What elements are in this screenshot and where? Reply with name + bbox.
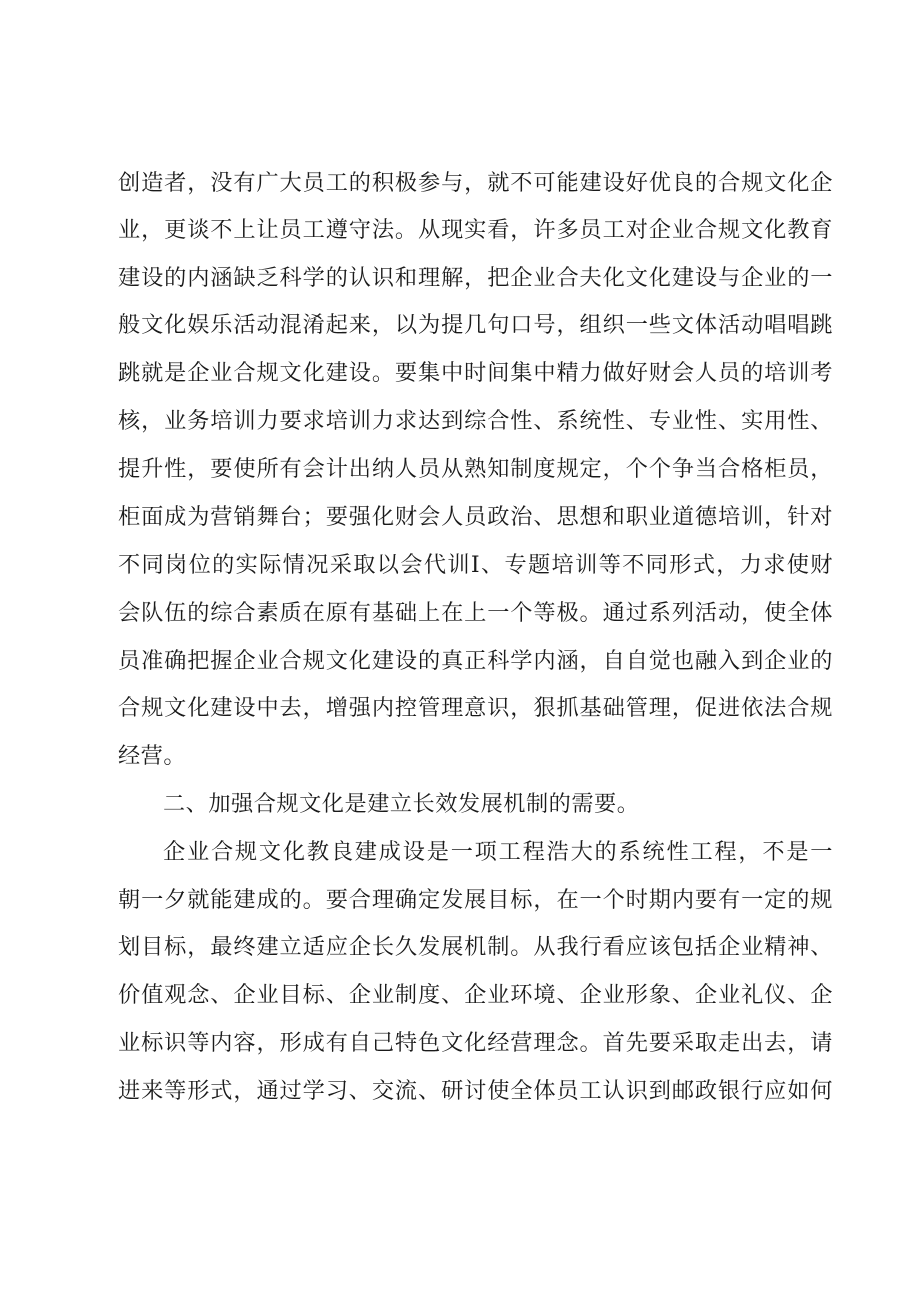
body-line-18: 价值观念、企业目标、企业制度、企业环境、企业形象、企业礼仪、企 [118, 982, 833, 1008]
section-heading: 二、加强合规文化是建立长效发展机制的需要。 [163, 791, 640, 817]
body-line-7: 提升性，要使所有会计出纳人员从熟知制度规定，个个争当合格柜员， [118, 456, 833, 482]
body-line-17: 划目标，最终建立适应企长久发展机制。从我行看应该包括企业精神、 [118, 934, 833, 960]
body-line-16: 朝一夕就能建成的。要合理确定发展目标，在一个时期内要有一定的规 [118, 887, 833, 913]
body-line-11: 员准确把握企业合规文化建设的真正科学内涵，自自觉也融入到企业的 [118, 648, 833, 674]
body-line-2: 业，更谈不上让员工遵守法。从现实看，许多员工对企业合规文化教育 [118, 217, 833, 243]
body-line-19: 业标识等内容，形成有自己特色文化经营理念。首先要采取走出去，请 [118, 1030, 833, 1056]
body-line-3: 建设的内涵缺乏科学的认识和理解，把企业合夫化文化建设与企业的一 [118, 265, 833, 291]
body-line-9: 不同岗位的实际情况采取以会代训I、专题培训等不同形式，力求使财 [118, 552, 833, 578]
body-line-12: 合规文化建设中去，增强内控管理意识，狠抓基础管理，促进依法合规 [118, 695, 833, 721]
body-line-4: 般文化娱乐活动混淆起来，以为提几句口号，组织一些文体活动唱唱跳 [118, 312, 833, 338]
body-line-5: 跳就是企业合规文化建设。要集中时间集中精力做好财会人员的培训考 [118, 360, 833, 386]
body-line-8: 柜面成为营销舞台；要强化财会人员政治、思想和职业道德培训，针对 [118, 504, 833, 530]
body-line-6: 核，业务培训力要求培训力求达到综合性、系统性、专业性、实用性、 [118, 408, 833, 434]
body-line-10: 会队伍的综合素质在原有基础上在上一个等极。通过系列活动，使全体 [118, 600, 833, 626]
body-line-13: 经营。 [118, 743, 187, 769]
body-line-15: 企业合规文化教良建成设是一项工程浩大的系统性工程，不是一 [163, 839, 833, 865]
body-line-1: 创造者，没有广大员工的积极参与，就不可能建设好优良的合规文化企 [118, 170, 833, 196]
body-line-20: 进来等形式，通过学习、交流、研讨使全体员工认识到邮政银行应如何 [118, 1078, 833, 1104]
